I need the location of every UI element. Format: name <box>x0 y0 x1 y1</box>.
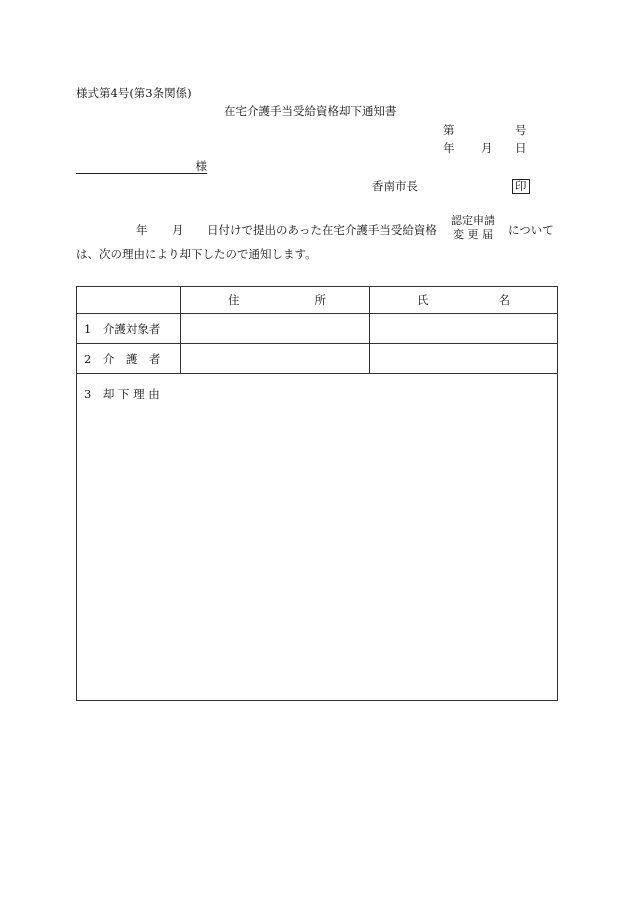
date-month: 月 <box>481 141 493 155</box>
care-recipient-address-cell[interactable] <box>181 314 370 344</box>
info-table <box>76 286 558 701</box>
body-year: 年 <box>136 223 148 237</box>
row-label-caregiver: 2 介 護 者 <box>77 344 181 374</box>
caregiver-address-cell[interactable] <box>181 344 370 374</box>
body-text-part1: 日付けで提出のあった在宅介護手当受給資格 <box>207 223 437 237</box>
doc-number-prefix: 第 <box>443 123 455 137</box>
body-choice <box>451 214 495 242</box>
table-row <box>77 344 558 374</box>
table-row <box>77 314 558 344</box>
header-name: 氏 名 <box>370 287 558 314</box>
reason-label: 3 却 下 理 由 <box>84 387 160 401</box>
reason-row <box>77 374 558 701</box>
date-day: 日 <box>515 141 527 155</box>
form-number: 様式第4号(第3条関係) <box>76 86 192 100</box>
addressee-line <box>76 159 207 174</box>
choice-change: 変 更 届 <box>453 228 493 241</box>
body-text-line2: は、次の理由により却下したので通知します。 <box>76 247 317 261</box>
doc-number-suffix: 号 <box>515 123 527 137</box>
caregiver-name-cell[interactable] <box>370 344 558 374</box>
body-text-part2: について <box>508 223 554 237</box>
reason-cell[interactable] <box>77 374 558 701</box>
header-address: 住 所 <box>181 287 370 314</box>
header-empty-cell <box>77 287 181 314</box>
choice-certification: 認定申請 <box>451 214 495 227</box>
date-year: 年 <box>443 141 455 155</box>
row-label-care-recipient: 1 介護対象者 <box>77 314 181 344</box>
document-title: 在宅介護手当受給資格却下通知書 <box>224 104 397 118</box>
care-recipient-name-cell[interactable] <box>370 314 558 344</box>
issuer-name: 香南市長 <box>372 179 418 193</box>
body-month: 月 <box>172 223 184 237</box>
addressee-honorific: 様 <box>195 159 207 173</box>
seal-mark: 印 <box>512 179 530 194</box>
table-header-row <box>77 287 558 314</box>
